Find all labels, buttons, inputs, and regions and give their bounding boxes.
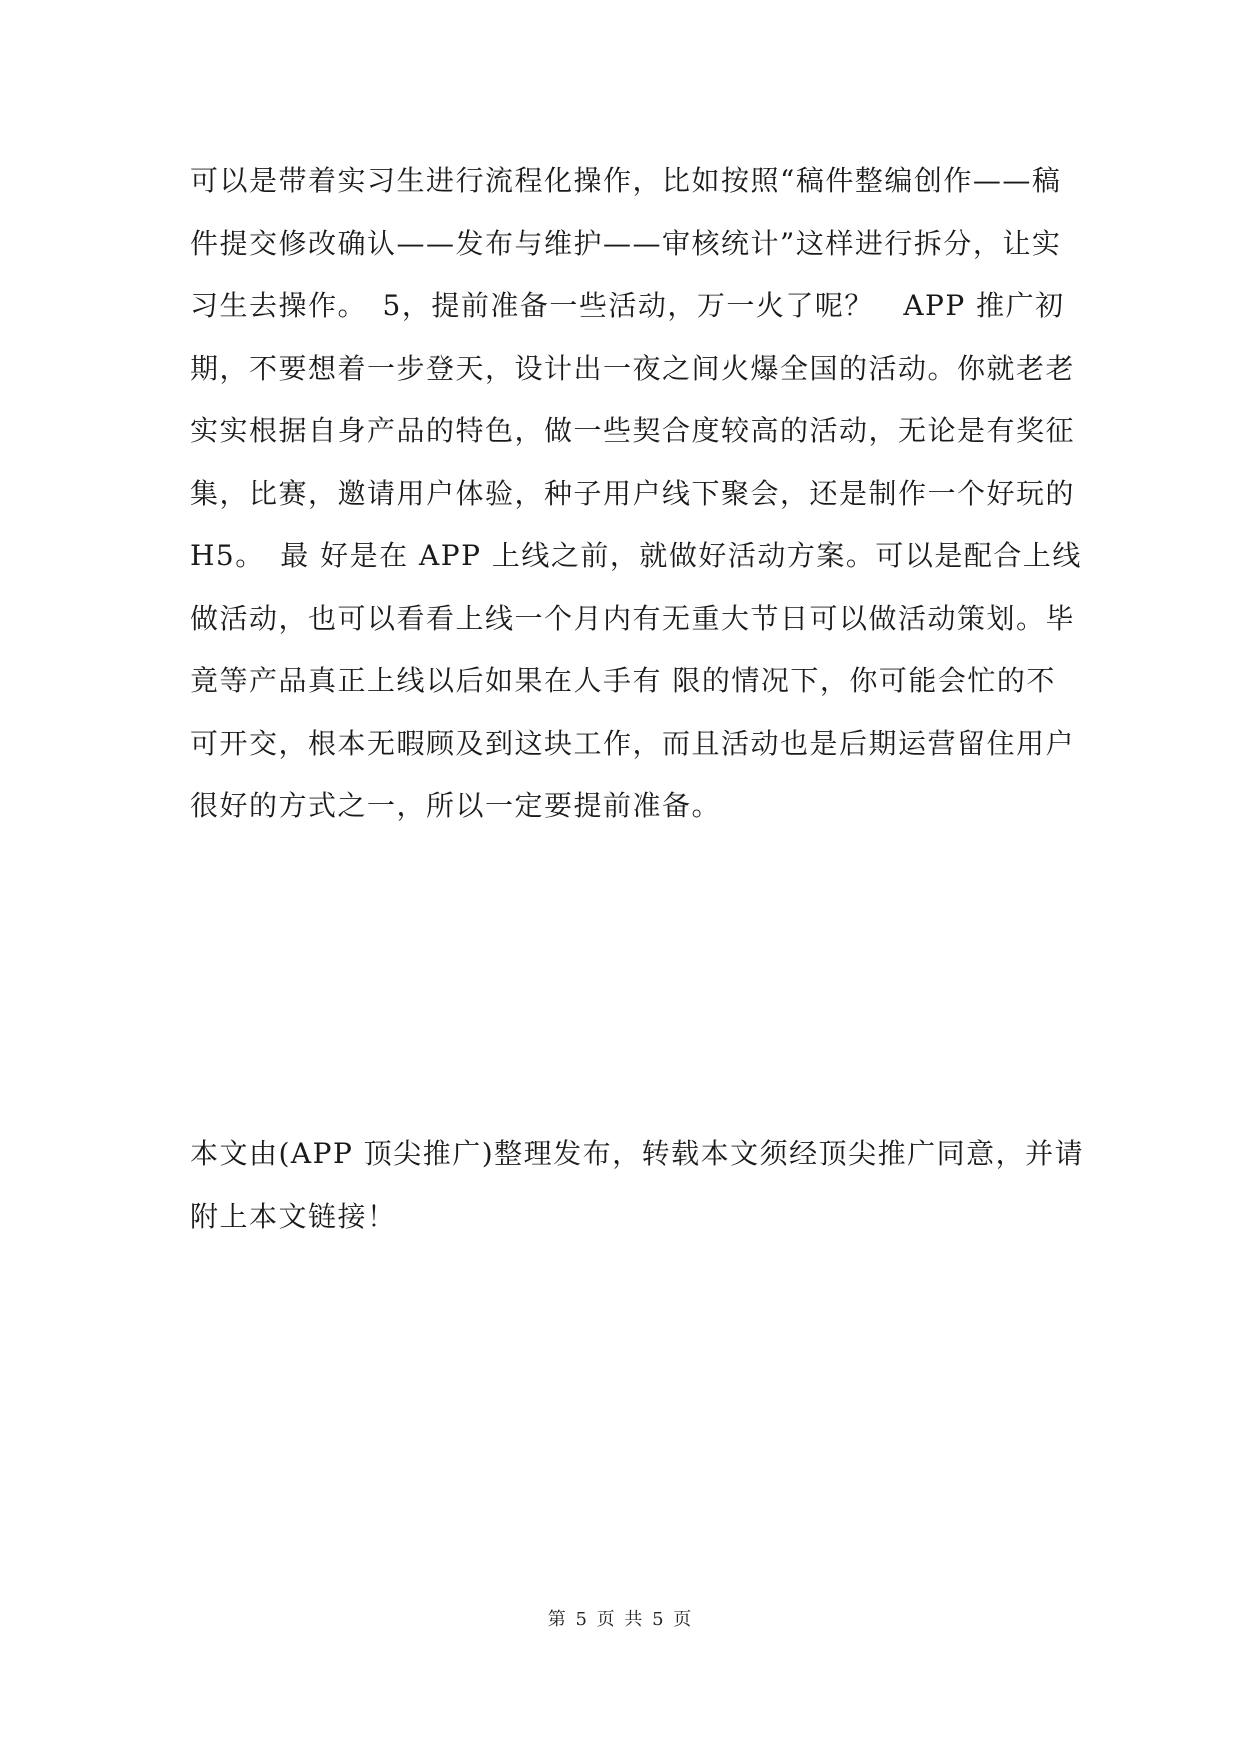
note-line: 本文由(APP 顶尖推广)整理发布，转载本文须经顶尖推广同意，并请	[190, 1137, 1085, 1170]
body-line: 做活动，也可以看看上线一个月内有无重大节日可以做活动策划。毕	[190, 601, 1076, 635]
body-line: 可以是带着实习生进行流程化操作，比如按照“稿件整编创作——稿	[190, 164, 1062, 197]
note-line: 附上本文链接！	[190, 1199, 397, 1233]
copyright-note	[190, 1123, 1085, 1248]
body-line: 习生去操作。 5，提前准备一些活动，万一火了呢？ APP 推广初	[190, 289, 1065, 322]
body-line: 集，比赛，邀请用户体验，种子用户线下聚会，还是制作一个好玩的	[190, 476, 1076, 510]
body-line: 件提交修改确认——发布与维护——审核统计”这样进行拆分，让实	[190, 226, 1062, 260]
body-line: 期，不要想着一步登天，设计出一夜之间火爆全国的活动。你就老老	[190, 351, 1076, 385]
page-number-footer: 第 5 页 共 5 页	[547, 1609, 694, 1630]
body-line: 可开交，根本无暇顾及到这块工作，而且活动也是后期运营留住用户	[190, 726, 1076, 760]
body-line: 很好的方式之一，所以一定要提前准备。	[190, 789, 722, 822]
body-line: 实实根据自身产品的特色，做一些契合度较高的活动，无论是有奖征	[190, 414, 1076, 447]
body-line: 竟等产品真正上线以后如果在人手有 限的情况下，你可能会忙的不	[190, 664, 1056, 697]
body-paragraph	[190, 150, 1082, 838]
body-line: H5。 最 好是在 APP 上线之前，就做好活动方案。可以是配合上线	[190, 539, 1082, 572]
